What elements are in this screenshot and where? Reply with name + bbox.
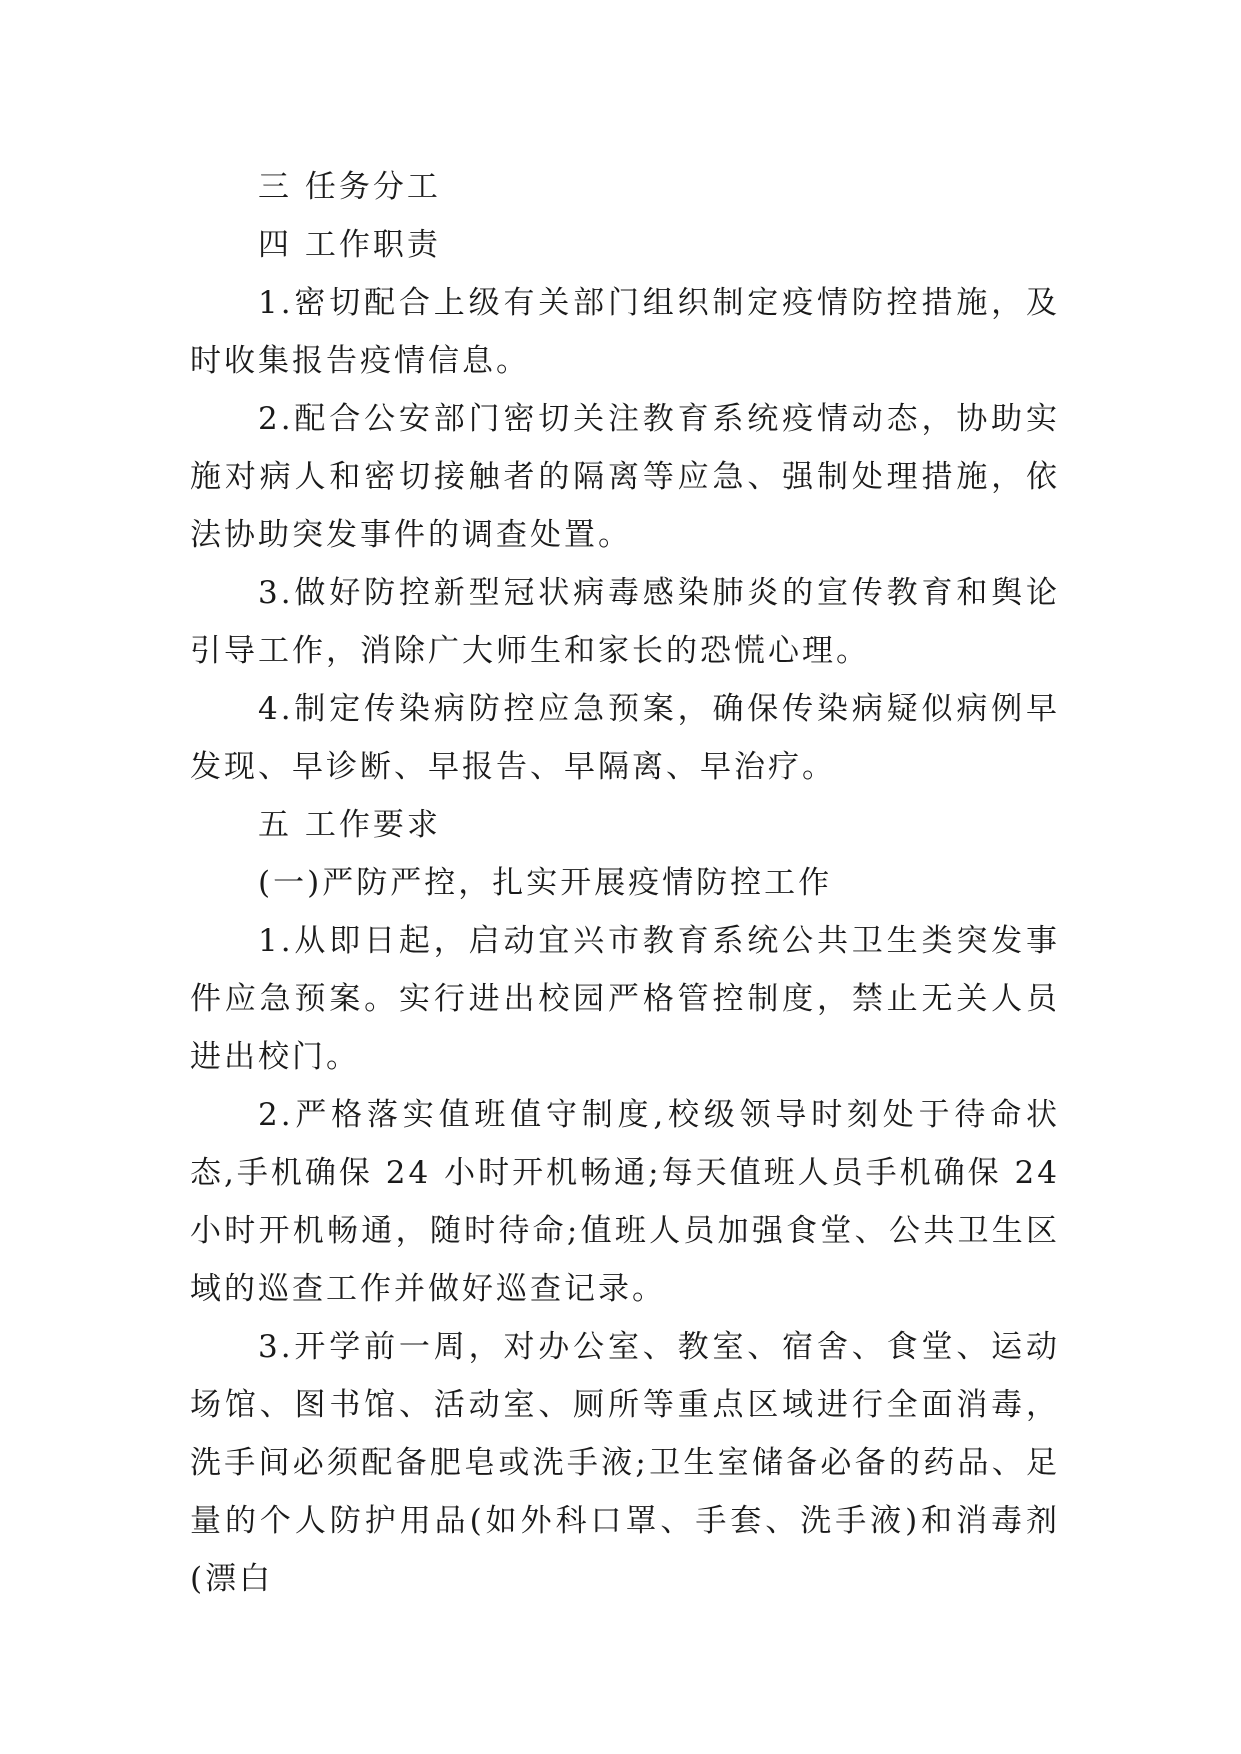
requirement-item-1: 1.从即日起，启动宜兴市教育系统公共卫生类突发事件应急预案。实行进出校园严格管控制度，禁止无关人员进出校门。 bbox=[190, 923, 1060, 1075]
section-heading-work-requirements: 五 工作要求 bbox=[258, 807, 441, 843]
requirement-item-2: 2.严格落实值班值守制度,校级领导时刻处于待命状态,手机确保 24 小时开机畅通;每天值班人员手机确保 24 小时开机畅通，随时待命;值班人员加强食堂、公共卫生区域的巡查工作并做好巡查记录。 bbox=[190, 1097, 1060, 1307]
document-body bbox=[190, 158, 1060, 1608]
section-heading-task-division: 三 任务分工 bbox=[258, 169, 441, 205]
duty-item-4: 4.制定传染病防控应急预案，确保传染病疑似病例早发现、早诊断、早报告、早隔离、早治疗。 bbox=[190, 691, 1060, 785]
section-heading-work-duties: 四 工作职责 bbox=[258, 227, 441, 263]
subsection-heading-strict-prevention: (一)严防严控，扎实开展疫情防控工作 bbox=[258, 865, 833, 901]
duty-item-3: 3.做好防控新型冠状病毒感染肺炎的宣传教育和舆论引导工作，消除广大师生和家长的恐慌心理。 bbox=[190, 575, 1060, 669]
duty-item-1: 1.密切配合上级有关部门组织制定疫情防控措施，及时收集报告疫情信息。 bbox=[190, 285, 1060, 379]
requirement-item-3: 3.开学前一周，对办公室、教室、宿舍、食堂、运动场馆、图书馆、活动室、厕所等重点区域进行全面消毒，洗手间必须配备肥皂或洗手液;卫生室储备必备的药品、足量的个人防护用品(如外科口罩、手套、洗手液)和消毒剂(漂白 bbox=[190, 1329, 1060, 1597]
duty-item-2: 2.配合公安部门密切关注教育系统疫情动态，协助实施对病人和密切接触者的隔离等应急、强制处理措施，依法协助突发事件的调查处置。 bbox=[190, 401, 1060, 553]
